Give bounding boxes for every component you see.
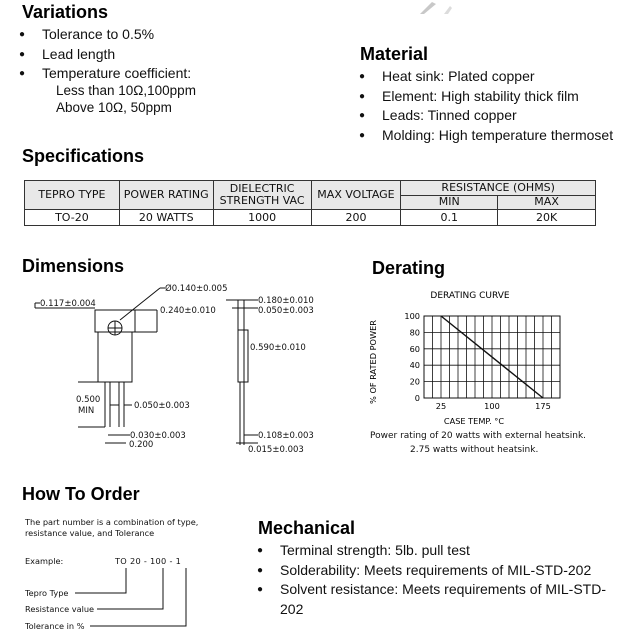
dim-width-top: 0.117±0.004: [40, 299, 96, 309]
variations-title: Variations: [22, 2, 109, 22]
specifications-table: [24, 180, 596, 226]
order-legend-resistance: Resistance value: [25, 604, 95, 614]
header-max-voltage: MAX VOLTAGE: [311, 181, 401, 210]
y-tick-label: 80: [409, 327, 420, 338]
order-legend-tolerance: Tolerance in %: [25, 621, 85, 631]
dim-hole-dia: Ø0.140±0.005: [165, 284, 228, 294]
derating-chart: [360, 284, 610, 432]
cell-min: 0.1: [401, 210, 498, 226]
material-title: Material: [360, 44, 429, 64]
y-tick-label: 60: [409, 343, 420, 354]
variations-list: [18, 25, 318, 84]
order-legend-tepro-type: Tepro Type: [25, 588, 69, 598]
mechanical-title: Mechanical: [258, 518, 356, 538]
how-to-order-title: How To Order: [22, 484, 140, 504]
order-intro-1: The part number is a combination of type,: [25, 517, 199, 527]
list-item: ● Element: High stability thick film: [358, 87, 628, 107]
chart-ticks: [404, 311, 550, 411]
y-tick-label: 40: [409, 360, 420, 371]
list-item: ● Tolerance to 0.5%: [18, 25, 318, 45]
y-tick-label: 100: [404, 311, 420, 321]
header-resistance: RESISTANCE (OHMS): [401, 181, 596, 196]
dim-lead-min-b: MIN: [78, 406, 95, 416]
product-photo-fragment: [410, 0, 500, 14]
derating-caption-1: Power rating of 20 watts with external heatsink.: [370, 431, 587, 441]
y-tick-label: 20: [409, 376, 420, 387]
order-example-code: TO 20 - 100 - 1: [115, 556, 182, 566]
chart-ylabel: % OF RATED POWER: [368, 320, 378, 404]
dim-lead-w-b: 0.200: [129, 440, 154, 450]
cell-max-voltage: 200: [311, 210, 401, 226]
list-item: ● Solderability: Meets requirements of MIL-STD-202: [256, 561, 628, 581]
material-list: [358, 67, 628, 145]
chart-title: DERATING CURVE: [430, 291, 510, 301]
header-max: MAX: [498, 195, 596, 210]
variations-sub-1: Less than 10Ω,100ppm: [56, 83, 196, 98]
specifications-title: Specifications: [22, 146, 145, 166]
dim-side-b: 0.050±0.003: [258, 306, 314, 316]
dim-side-d: 0.015±0.003: [248, 445, 304, 455]
list-item: ● Terminal strength: 5lb. pull test: [256, 541, 628, 561]
x-tick-label: 100: [484, 401, 500, 411]
list-item: ● Temperature coefficient:: [18, 64, 318, 84]
cell-max: 20K: [498, 210, 596, 226]
header-tepro-type: TEPRO TYPE: [25, 181, 120, 210]
header-dielectric: [213, 181, 311, 210]
header-dielectric-line1: DIELECTRIC: [229, 182, 295, 195]
header-min: MIN: [401, 195, 498, 210]
dimensions-title: Dimensions: [22, 256, 125, 276]
chart-xlabel: CASE TEMP. °C: [443, 416, 505, 426]
list-item: ● Heat sink: Plated copper: [358, 67, 628, 87]
x-tick-label: 175: [535, 401, 551, 411]
header-dielectric-line2: STRENGTH VAC: [219, 194, 305, 207]
x-tick-label: 25: [435, 401, 447, 411]
dim-lead-pitch: 0.050±0.003: [134, 401, 190, 411]
table-header-row: [25, 181, 596, 196]
list-item: ● Leads: Tinned copper: [358, 106, 628, 126]
table-row: [25, 210, 596, 226]
cell-power-rating: 20 WATTS: [119, 210, 213, 226]
derating-caption-2: 2.75 watts without heatsink.: [410, 445, 539, 455]
dim-side-c: 0.108±0.003: [258, 431, 314, 441]
mechanical-list: [256, 541, 628, 619]
dimensions-drawing: [0, 280, 340, 460]
dim-side-body: 0.590±0.010: [250, 343, 306, 353]
front-view: [35, 288, 165, 443]
list-item: ● Lead length: [18, 45, 318, 65]
list-item: ● Solvent resistance: Meets requirements of MIL-STD-202: [256, 580, 628, 619]
list-item: ● Molding: High temperature thermoset: [358, 126, 628, 146]
dim-height-tab: 0.240±0.010: [160, 306, 216, 316]
derating-title: Derating: [372, 258, 446, 278]
dim-lead-w-a: 0.030±0.003: [130, 431, 186, 441]
side-view: [226, 300, 258, 445]
variations-sub-2: Above 10Ω, 50ppm: [56, 100, 172, 115]
cell-tepro-type: TO-20: [25, 210, 120, 226]
dim-side-a: 0.180±0.010: [258, 296, 314, 306]
header-power-rating: POWER RATING: [119, 181, 213, 210]
order-example-label: Example:: [25, 556, 64, 566]
y-tick-label: 0: [414, 393, 420, 403]
order-intro-2: resistance value, and Tolerance: [25, 528, 155, 538]
dim-lead-min-a: 0.500: [76, 395, 101, 405]
cell-dielectric: 1000: [213, 210, 311, 226]
